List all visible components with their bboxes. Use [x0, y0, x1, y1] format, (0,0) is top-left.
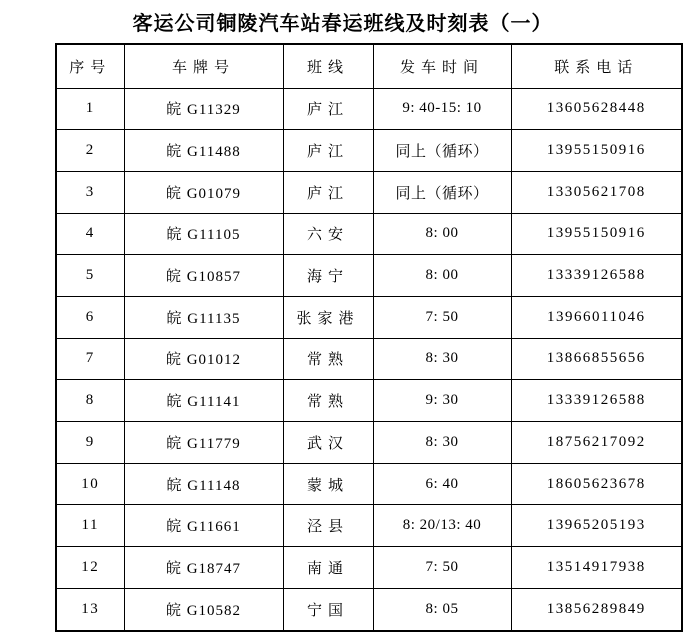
- cell-phone: 13514917938: [511, 547, 682, 589]
- cell-index: 6: [56, 296, 124, 338]
- cell-departure: 8: 30: [373, 338, 511, 380]
- col-header-route: 班线: [283, 44, 373, 88]
- table-row: [56, 380, 682, 422]
- cell-index: 10: [56, 463, 124, 505]
- cell-departure: 9: 40-15: 10: [373, 88, 511, 130]
- cell-phone: 13866855656: [511, 338, 682, 380]
- cell-phone: 13965205193: [511, 505, 682, 547]
- cell-departure: 7: 50: [373, 296, 511, 338]
- cell-phone: 13305621708: [511, 171, 682, 213]
- table-row: [56, 547, 682, 589]
- table-row: [56, 255, 682, 297]
- cell-departure: 8: 30: [373, 422, 511, 464]
- cell-departure: 同上（循环）: [373, 171, 511, 213]
- cell-departure: 8: 00: [373, 213, 511, 255]
- cell-plate: 皖 G11105: [124, 213, 283, 255]
- cell-route: 南通: [283, 547, 373, 589]
- cell-index: 1: [56, 88, 124, 130]
- page-title: 客运公司铜陵汽车站春运班线及时刻表（一）: [132, 13, 553, 35]
- table-row: [56, 171, 682, 213]
- table-row: [56, 130, 682, 172]
- cell-plate: 皖 G10857: [124, 255, 283, 297]
- cell-route: 庐江: [283, 88, 373, 130]
- cell-index: 11: [56, 505, 124, 547]
- cell-route: 泾县: [283, 505, 373, 547]
- cell-plate: 皖 G11779: [124, 422, 283, 464]
- cell-route: 武汉: [283, 422, 373, 464]
- cell-departure: 8: 20/13: 40: [373, 505, 511, 547]
- table-row: [56, 88, 682, 130]
- table-row: [56, 338, 682, 380]
- cell-route: 宁国: [283, 588, 373, 631]
- cell-plate: 皖 G11329: [124, 88, 283, 130]
- cell-index: 9: [56, 422, 124, 464]
- cell-phone: 18756217092: [511, 422, 682, 464]
- cell-route: 蒙城: [283, 463, 373, 505]
- cell-index: 12: [56, 547, 124, 589]
- table-row: [56, 422, 682, 464]
- cell-phone: 18605623678: [511, 463, 682, 505]
- cell-index: 4: [56, 213, 124, 255]
- table-row: [56, 213, 682, 255]
- cell-departure: 同上（循环）: [373, 130, 511, 172]
- cell-plate: 皖 G01012: [124, 338, 283, 380]
- cell-plate: 皖 G18747: [124, 547, 283, 589]
- cell-phone: 13339126588: [511, 255, 682, 297]
- table-row: [56, 296, 682, 338]
- table-row: [56, 463, 682, 505]
- col-header-index: 序号: [56, 44, 124, 88]
- col-header-phone: 联系电话: [511, 44, 682, 88]
- cell-phone: 13955150916: [511, 130, 682, 172]
- cell-route: 常熟: [283, 380, 373, 422]
- cell-index: 2: [56, 130, 124, 172]
- cell-plate: 皖 G01079: [124, 171, 283, 213]
- cell-plate: 皖 G10582: [124, 588, 283, 631]
- table-row: [56, 505, 682, 547]
- cell-phone: 13955150916: [511, 213, 682, 255]
- schedule-table: [55, 43, 683, 632]
- cell-route: 张家港: [283, 296, 373, 338]
- cell-plate: 皖 G11488: [124, 130, 283, 172]
- cell-departure: 8: 00: [373, 255, 511, 297]
- cell-departure: 7: 50: [373, 547, 511, 589]
- cell-plate: 皖 G11661: [124, 505, 283, 547]
- cell-plate: 皖 G11141: [124, 380, 283, 422]
- cell-departure: 9: 30: [373, 380, 511, 422]
- cell-phone: 13966011046: [511, 296, 682, 338]
- cell-route: 六安: [283, 213, 373, 255]
- cell-index: 7: [56, 338, 124, 380]
- cell-phone: 13339126588: [511, 380, 682, 422]
- cell-route: 庐江: [283, 171, 373, 213]
- cell-index: 3: [56, 171, 124, 213]
- cell-departure: 6: 40: [373, 463, 511, 505]
- cell-phone: 13605628448: [511, 88, 682, 130]
- cell-plate: 皖 G11148: [124, 463, 283, 505]
- cell-phone: 13856289849: [511, 588, 682, 631]
- cell-index: 8: [56, 380, 124, 422]
- cell-route: 常熟: [283, 338, 373, 380]
- cell-plate: 皖 G11135: [124, 296, 283, 338]
- cell-departure: 8: 05: [373, 588, 511, 631]
- table-row: [56, 588, 682, 631]
- col-header-departure: 发车时间: [373, 44, 511, 88]
- cell-route: 庐江: [283, 130, 373, 172]
- cell-index: 5: [56, 255, 124, 297]
- header-row: [56, 44, 682, 88]
- cell-index: 13: [56, 588, 124, 631]
- col-header-plate: 车牌号: [124, 44, 283, 88]
- cell-route: 海宁: [283, 255, 373, 297]
